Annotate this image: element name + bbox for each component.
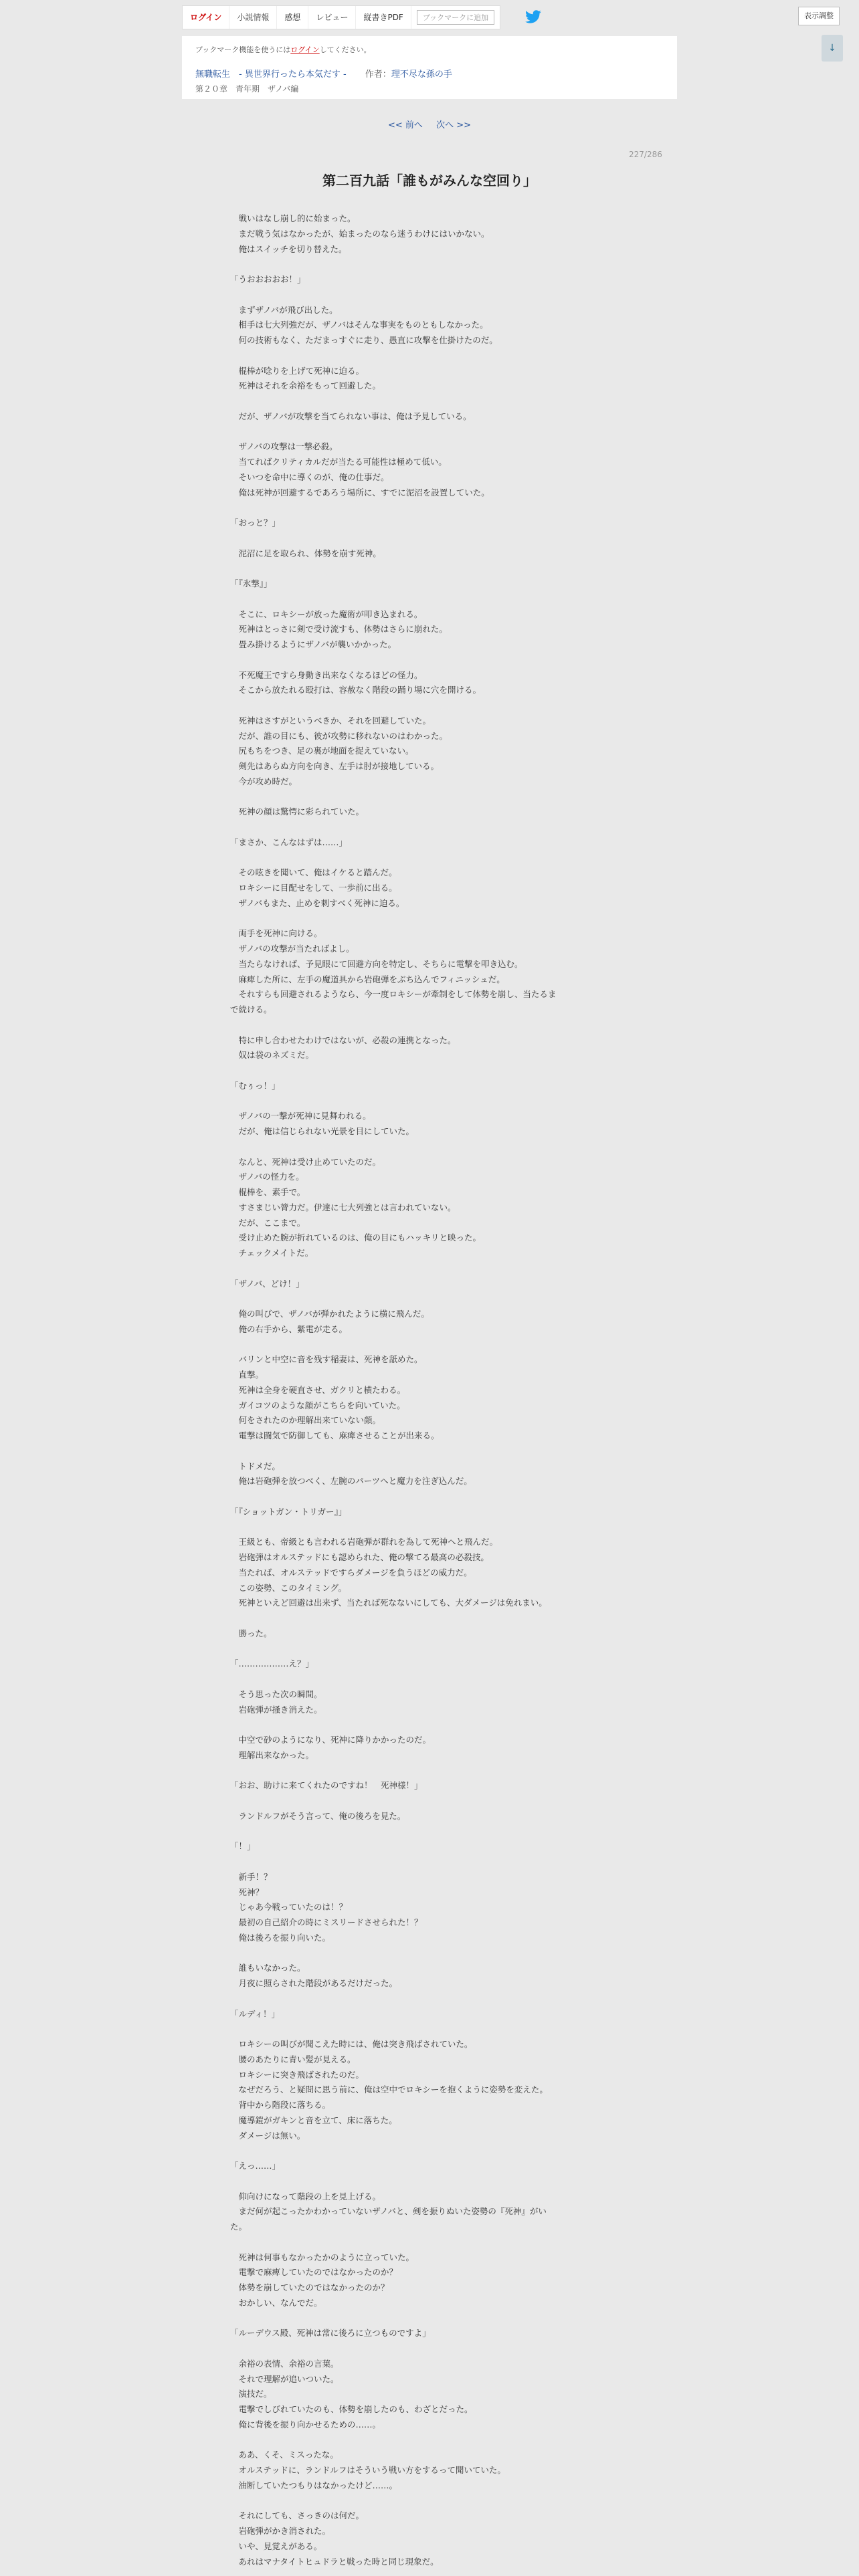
login-notice bbox=[195, 44, 371, 55]
novel-line: その呟きを聞いて、俺はイケると踏んだ。 bbox=[230, 867, 397, 878]
novel-line: 「ルーデウス殿、死神は常に後ろに立つものですよ」 bbox=[230, 2328, 431, 2339]
novel-line bbox=[230, 1291, 632, 1307]
novel-line: 「まさか、こんなはずは……」 bbox=[230, 837, 348, 847]
novel-line: 岩砲弾はオルステッドにも認められた、俺の撃てる最高の必殺技。 bbox=[230, 1552, 489, 1562]
novel-line: 「『ショットガン・トリガー』」 bbox=[230, 1506, 347, 1517]
novel-line: 不死魔王ですら身動き出来なくなるほどの怪力。 bbox=[230, 669, 423, 680]
novel-line: 「………………え？」 bbox=[230, 1658, 314, 1669]
novel-info-link[interactable]: 小説情報 bbox=[229, 6, 277, 29]
novel-line: 当てればクリティカルだが当たる可能性は極めて低い。 bbox=[230, 457, 447, 467]
novel-line bbox=[230, 1946, 632, 1961]
top-nav bbox=[182, 5, 500, 29]
novel-line bbox=[230, 1717, 632, 1733]
novel-line: 「ルディ！」 bbox=[230, 2008, 280, 2019]
novel-line bbox=[230, 394, 632, 409]
novel-line: おかしい、なんでだ。 bbox=[230, 2297, 322, 2308]
novel-line bbox=[230, 1824, 632, 1840]
novel-line: 岩砲弾がかき消された。 bbox=[230, 2526, 331, 2536]
author-label: 作者： bbox=[365, 70, 391, 80]
novel-line: 誰もいなかった。 bbox=[230, 1963, 306, 1973]
novel-line: 畳み掛けるようにザノバが襲いかかった。 bbox=[230, 639, 397, 649]
novel-line: 何をされたのか理解出来ていない顔。 bbox=[230, 1415, 381, 1426]
novel-line bbox=[230, 2311, 632, 2327]
novel-line: ザノバの攻撃が当たればよし。 bbox=[230, 944, 355, 954]
novel-line bbox=[230, 1854, 632, 1870]
novel-line: すさまじい膂力だ。伊達に七大列強とは言われていない。 bbox=[230, 1202, 456, 1212]
novel-line: 「！」 bbox=[230, 1841, 256, 1852]
next-link[interactable]: 次へ >> bbox=[436, 120, 471, 130]
novel-line: で続ける。 bbox=[230, 1004, 272, 1014]
novel-line bbox=[230, 1763, 632, 1779]
novel-line: 油断していたつもりはなかったけど……。 bbox=[230, 2480, 398, 2490]
episode-counter: 227/286 bbox=[629, 150, 662, 159]
novel-line bbox=[230, 1018, 632, 1033]
novel-title-link[interactable]: 無職転生 - 異世界行ったら本気だす - bbox=[195, 70, 347, 80]
novel-line: 俺は岩砲弾を放つべく、左腕のパーツへと魔力を注ぎ込んだ。 bbox=[230, 1476, 472, 1487]
chapter-name: 第２０章 青年期 ザノバ編 bbox=[195, 84, 299, 94]
novel-line: 最初の自己紹介の時にミスリードさせられた！？ bbox=[230, 1917, 423, 1927]
novel-line: それにしても、さっきのは何だ。 bbox=[230, 2510, 365, 2521]
novel-line: 演技だ。 bbox=[230, 2389, 272, 2399]
novel-line bbox=[230, 592, 632, 607]
novel-line: ランドルフがそう言って、俺の後ろを見た。 bbox=[230, 1810, 406, 1821]
novel-line bbox=[230, 1520, 632, 1535]
novel-line: 俺はスイッチを切り替えた。 bbox=[230, 243, 347, 254]
novel-line: ザノバもまた、止めを刺すべく死神に迫る。 bbox=[230, 897, 405, 908]
novel-line: 王級とも、帝級とも言われる岩砲弾が群れを為して死神へと飛んだ。 bbox=[230, 1537, 498, 1547]
novel-line: 「うおおおおお！」 bbox=[230, 274, 306, 284]
novel-line: 電撃でしびれていたのも、体勢を崩したのも、わざとだった。 bbox=[230, 2404, 473, 2414]
twitter-icon[interactable] bbox=[524, 8, 542, 25]
prev-link[interactable]: << 前へ bbox=[388, 120, 423, 130]
novel-line: そこから放たれる殴打は、容赦なく階段の踊り場に穴を開ける。 bbox=[230, 685, 482, 695]
novel-line: まだ何が起こったかわかっていないザノバと、剣を振りぬいた姿勢の『死神』がい bbox=[230, 2206, 547, 2217]
notice-post: してください。 bbox=[319, 45, 371, 54]
novel-line: 「『氷撃』」 bbox=[230, 578, 272, 588]
novel-line: 死神はそれを余裕をもって回避した。 bbox=[230, 381, 381, 391]
novel-line: 新手！？ bbox=[230, 1871, 272, 1882]
novel-line bbox=[230, 531, 632, 546]
novel-line: 「むぅっ！」 bbox=[230, 1080, 280, 1091]
novel-line: ザノバの攻撃は一撃必殺。 bbox=[230, 441, 338, 452]
novel-line bbox=[230, 561, 632, 576]
novel-line: 理解出来なかった。 bbox=[230, 1749, 314, 1760]
novel-line: なぜだろう、と疑問に思う前に、俺は空中でロキシーを抱くように姿勢を変えた。 bbox=[230, 2084, 548, 2095]
novel-line: 剣先はあらぬ方向を向き、左手は肘が接地している。 bbox=[230, 761, 440, 771]
novel-line: だが、俺は信じられない光景を目にしていた。 bbox=[230, 1126, 415, 1136]
novel-line: 「えっ……」 bbox=[230, 2161, 281, 2171]
novel-line: オルステッドに、ランドルフはそういう戦い方をするって聞いていた。 bbox=[230, 2465, 506, 2475]
novel-line: 岩砲弾が掻き消えた。 bbox=[230, 1704, 322, 1715]
novel-line: 俺は後ろを振り向いた。 bbox=[230, 1932, 331, 1943]
novel-line: そう思った次の瞬間。 bbox=[230, 1689, 322, 1699]
novel-line: 俺の右手から、紫電が走る。 bbox=[230, 1323, 348, 1334]
novel-body bbox=[230, 211, 632, 2569]
novel-line: だが、誰の目にも、彼が攻勢に移れないのはわかった。 bbox=[230, 730, 448, 741]
novel-line bbox=[230, 1642, 632, 1657]
novel-line bbox=[230, 500, 632, 516]
novel-line: 戦いはなし崩し的に始まった。 bbox=[230, 213, 356, 223]
novel-line bbox=[230, 1261, 632, 1277]
novel-line: だが、ザノバが攻撃を当てられない事は、俺は予見している。 bbox=[230, 411, 472, 421]
novel-line bbox=[230, 2143, 632, 2159]
novel-line bbox=[230, 2235, 632, 2250]
novel-line: なんと、死神は受け止めていたのだ。 bbox=[230, 1156, 381, 1167]
novel-info-box bbox=[182, 36, 677, 99]
novel-line: 特に申し合わせたわけではないが、必殺の連携となった。 bbox=[230, 1035, 456, 1045]
novel-line: 仰向けになって階段の上を見上げる。 bbox=[230, 2191, 381, 2202]
novel-line: 「おっと？」 bbox=[230, 518, 281, 528]
novel-line: 泥沼に足を取られ、体勢を崩す死神。 bbox=[230, 548, 381, 558]
novel-line: それで理解が追いついた。 bbox=[230, 2373, 339, 2384]
novel-line: 俺の叫びで、ザノバが弾かれたように横に飛んだ。 bbox=[230, 1309, 430, 1319]
novel-line: 受け止めた腕が折れているのは、俺の目にもハッキリと映った。 bbox=[230, 1232, 482, 1243]
novel-line bbox=[230, 2174, 632, 2189]
notice-login-link[interactable]: ログイン bbox=[290, 45, 320, 54]
novel-line bbox=[230, 1611, 632, 1626]
novel-line bbox=[230, 820, 632, 835]
novel-line: 奴は袋のネズミだ。 bbox=[230, 1050, 314, 1061]
novel-line: そこに、ロキシーが放った魔術が叩き込まれる。 bbox=[230, 609, 423, 619]
novel-line: 中空で砂のようになり、死神に降りかかったのだ。 bbox=[230, 1735, 432, 1745]
novel-line bbox=[230, 790, 632, 805]
novel-line: ロキシーに突き飛ばされたのだ。 bbox=[230, 2069, 364, 2080]
novel-line bbox=[230, 288, 632, 303]
novel-line: ダメージは無い。 bbox=[230, 2130, 306, 2141]
novel-line: チェックメイトだ。 bbox=[230, 1248, 314, 1258]
novel-line: トドメだ。 bbox=[230, 1461, 280, 1471]
notice-pre: ブックマーク機能を使うには bbox=[195, 45, 291, 54]
novel-line: 俺は死神が回避するであろう場所に、すでに泥沼を設置していた。 bbox=[230, 487, 490, 498]
novel-line bbox=[230, 2433, 632, 2448]
novel-line: 魔導鎧がガキンと音を立て、床に落ちた。 bbox=[230, 2115, 397, 2125]
novel-line: あれはマナタイトヒュドラと戦った時と同じ現象だ。 bbox=[230, 2556, 439, 2567]
novel-line bbox=[230, 1992, 632, 2007]
novel-line bbox=[230, 1794, 632, 1809]
novel-line: 棍棒が唸りを上げて死神に迫る。 bbox=[230, 365, 365, 376]
novel-title-line bbox=[195, 67, 452, 80]
novel-line: 今が攻め時だ。 bbox=[230, 776, 298, 786]
novel-line bbox=[230, 1337, 632, 1353]
novel-line: そいつを命中に導くのが、俺の仕事だ。 bbox=[230, 471, 389, 482]
novel-line: 余裕の表情、余裕の言葉。 bbox=[230, 2358, 339, 2369]
novel-line: 当たらなければ、予見眼にて回避方向を特定し、そちらに電撃を叩き込む。 bbox=[230, 958, 523, 969]
login-link[interactable]: ログイン bbox=[183, 6, 229, 29]
novel-line: 当たれば、オルステッドですらダメージを負うほどの威力だ。 bbox=[230, 1567, 472, 1578]
novel-line: た。 bbox=[230, 2222, 248, 2232]
novel-line: 月夜に照らされた階段があるだけだった。 bbox=[230, 1978, 398, 1988]
novel-line: 俺に背後を振り向かせるための……。 bbox=[230, 2419, 381, 2430]
novel-line: ザノバの怪力を。 bbox=[230, 1172, 304, 1182]
novel-line bbox=[230, 2494, 632, 2509]
novel-line: 電撃で麻痺していたのではなかったのか？ bbox=[230, 2267, 398, 2278]
novel-line bbox=[230, 1140, 632, 1155]
episode-title: 第二百九話「誰もがみんな空回り」 bbox=[322, 173, 537, 189]
novel-line: 死神はとっさに剣で受け流すも、体勢はさらに崩れた。 bbox=[230, 624, 448, 635]
novel-line: ああ、くそ、ミスったな。 bbox=[230, 2450, 339, 2460]
review-link[interactable]: レビュー bbox=[308, 6, 356, 29]
novel-line bbox=[230, 698, 632, 714]
novel-line: 相手は七大列強だが、ザノバはそんな事実をものともしなかった。 bbox=[230, 320, 488, 330]
novel-line: 「おお、助けに来てくれたのですね！ 死神様！」 bbox=[230, 1780, 423, 1791]
novel-line bbox=[230, 1672, 632, 1687]
novel-line bbox=[230, 348, 632, 364]
novel-line bbox=[230, 911, 632, 927]
novel-line: 死神は何事もなかったかのように立っていた。 bbox=[230, 2252, 415, 2262]
novel-line bbox=[230, 2022, 632, 2037]
novel-line: 何の技術もなく、ただまっすぐに走り、愚直に攻撃を仕掛けたのだ。 bbox=[230, 335, 498, 345]
arrow-down-icon: ↓ bbox=[828, 43, 836, 53]
novel-line: まだ戦う気はなかったが、始まったのなら迷うわけにはいかない。 bbox=[230, 228, 490, 239]
novel-line bbox=[230, 2341, 632, 2357]
novel-line: 死神？ bbox=[230, 1887, 264, 1897]
episode-pager bbox=[0, 118, 859, 130]
novel-line: じゃあ今戦っていたのは！？ bbox=[230, 1902, 348, 1913]
novel-line bbox=[230, 257, 632, 272]
novel-line: ガイコツのような顔がこちらを向いていた。 bbox=[230, 1400, 405, 1410]
display-settings-button[interactable]: 表示調整 bbox=[798, 7, 840, 25]
add-bookmark-button[interactable]: ブックマークに追加 bbox=[417, 10, 494, 25]
novel-line bbox=[230, 425, 632, 440]
novel-line bbox=[230, 653, 632, 668]
novel-line: 死神はさすがというべきか、それを回避していた。 bbox=[230, 715, 432, 726]
novel-line: いや、見覚えがある。 bbox=[230, 2541, 322, 2551]
novel-line: 死神といえど回避は出来ず、当たれば死なないにしても、大ダメージは免れまい。 bbox=[230, 1598, 547, 1608]
novel-line: 両手を死神に向ける。 bbox=[230, 928, 322, 939]
novel-line: まずザノバが飛び出した。 bbox=[230, 304, 338, 315]
novel-line bbox=[230, 1489, 632, 1505]
novel-line: この姿勢、このタイミング。 bbox=[230, 1582, 347, 1593]
author-link[interactable]: 理不尽な孫の手 bbox=[391, 70, 452, 80]
scroll-down-button[interactable] bbox=[822, 35, 843, 62]
novel-line: 麻痺した所に、左手の魔道具から岩砲弾をぶち込んでフィニッシュだ。 bbox=[230, 974, 505, 984]
novel-line: 体勢を崩していたのではなかったのか？ bbox=[230, 2282, 389, 2292]
novel-line: 電撃は闘気で防御しても、麻痺させることが出来る。 bbox=[230, 1430, 440, 1440]
novel-line bbox=[230, 851, 632, 866]
novel-line: 直撃。 bbox=[230, 1370, 264, 1380]
novel-line: 「ザノバ、どけ！」 bbox=[230, 1278, 304, 1289]
novel-line: 棍棒を、素手で。 bbox=[230, 1187, 306, 1197]
novel-line: 尻もちをつき、足の裏が地面を捉えていない。 bbox=[230, 746, 414, 756]
novel-line: 勝った。 bbox=[230, 1628, 272, 1638]
impression-link[interactable]: 感想 bbox=[277, 6, 308, 29]
novel-line: それすらも回避されるようなら、今一度ロキシーが牽制をして体勢を崩し、当たるま bbox=[230, 989, 557, 1000]
novel-line: ロキシーの叫びが聞こえた時には、俺は突き飛ばされていた。 bbox=[230, 2039, 473, 2049]
top-bar bbox=[0, 0, 859, 32]
novel-line: 死神の顔は驚愕に彩られていた。 bbox=[230, 807, 365, 817]
novel-line: 腰のあたりに青い髪が見える。 bbox=[230, 2054, 356, 2064]
novel-line: 背中から階段に落ちる。 bbox=[230, 2100, 331, 2110]
novel-line bbox=[230, 1063, 632, 1079]
novel-line bbox=[230, 1444, 632, 1459]
novel-line: ザノバの一撃が死神に見舞われる。 bbox=[230, 1111, 371, 1121]
vertical-pdf-link[interactable]: 縦書きPDF bbox=[356, 6, 411, 29]
novel-line: ロキシーに目配せをして、一歩前に出る。 bbox=[230, 883, 397, 893]
novel-line: バリンと中空に音を残す稲妻は、死神を舐めた。 bbox=[230, 1354, 423, 1365]
novel-line: 死神は全身を硬直させ、ガクリと横たわる。 bbox=[230, 1384, 406, 1395]
novel-line: だが、ここまで。 bbox=[230, 1217, 306, 1228]
novel-line bbox=[230, 1094, 632, 1109]
